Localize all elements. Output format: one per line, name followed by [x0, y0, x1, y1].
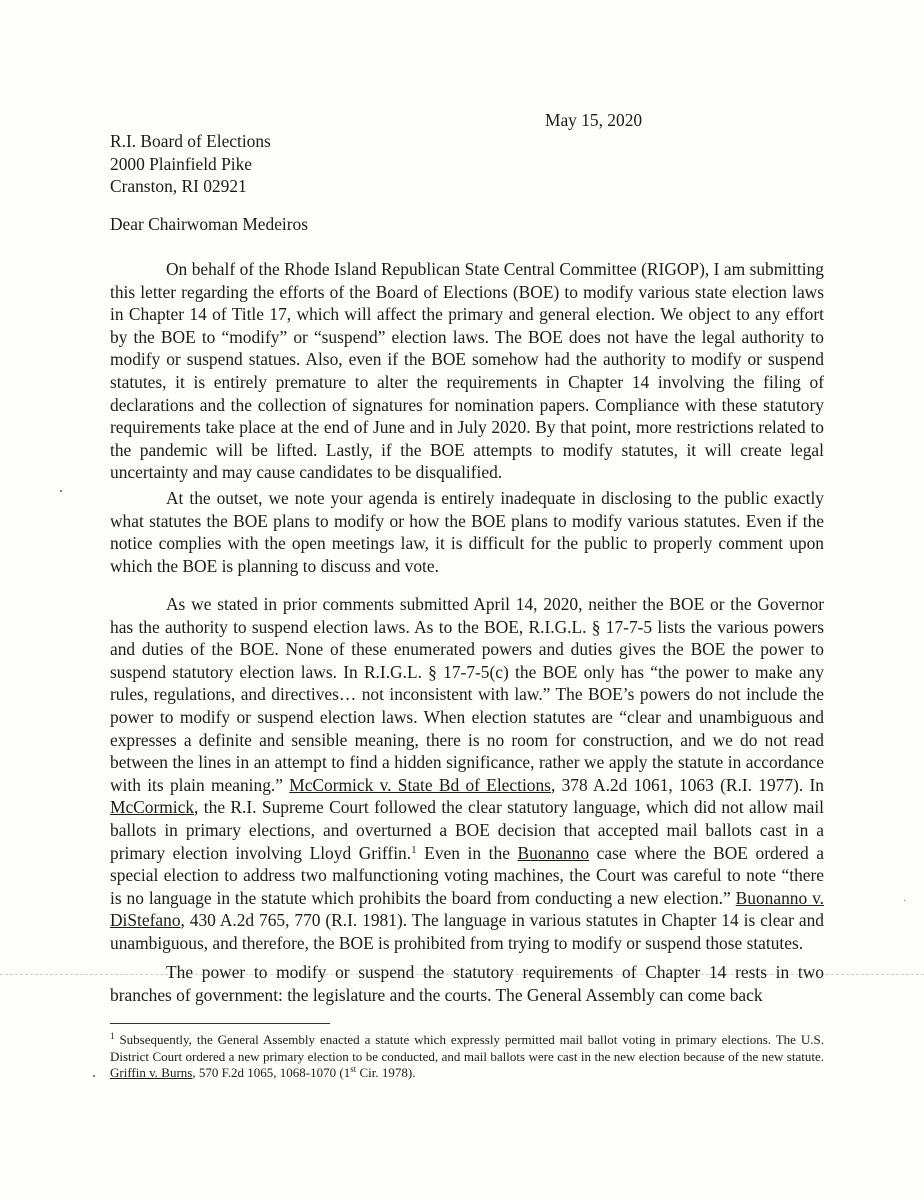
salutation: Dear Chairwoman Medeiros: [110, 214, 308, 234]
paragraph-3: [110, 593, 824, 955]
recipient-street: 2000 Plainfield Pike: [110, 153, 253, 174]
scan-speck: [93, 1075, 95, 1077]
paragraph-2-text: At the outset, we note your agenda is entirely inadequate in disclosing to the public exactly what statutes the BOE plans to modify or how the BOE plans to modify various statutes. Even if the notice complies with the open meetings law, it is difficult for the public to properly comment upon which the BOE is planning to discuss and vote.: [110, 488, 824, 576]
footnote-case-griffin: Griffin v. Burns: [110, 1065, 193, 1081]
footnote-ordinal: st: [350, 1064, 357, 1075]
scan-speck: [904, 900, 905, 901]
case-citation-buonanno: Buonanno v. DiStefano: [110, 887, 824, 931]
paragraph-4: [110, 961, 824, 1006]
paragraph-2: [110, 487, 824, 577]
case-short-buonanno: Buonanno: [517, 842, 590, 863]
paragraph-3-part-3: , the R.I. Supreme Court followed the clear statutory language, which did not allow mail ballots in primary elections, and overturned a BOE decision that accepted mail ballots cast in a primary election involving Lloyd Griffin.: [110, 797, 824, 863]
paragraph-4-text: The power to modify or suspend the statutory requirements of Chapter 14 rests in two branches of government: the legislature and the courts. The General Assembly can come back: [110, 962, 824, 1005]
footnote-text: Subsequently, the General Assembly enacted a statute which expressly permitted mail ballot voting in primary elections. The U.S. District Court ordered a new primary election to be conducted, and mail ballots were cast in the new election because of the new statute.: [110, 1032, 824, 1064]
paragraph-1-text: On behalf of the Rhode Island Republican State Central Committee (RIGOP), I am submitting this letter regarding the efforts of the Board of Elections (BOE) to modify various state election laws in Chapter 14 of Title 17, which will affect the primary and general election. We object to any effort by the BOE to “modify” or “suspend” election laws. The BOE does not have the legal authority to modify or suspend statues. Also, even if the BOE somehow had the authority to modify or suspend statutes, it is entirely premature to alter the requirements in Chapter 14 involving the filing of declarations and the collection of signatures for nomination papers. Compliance with these statutory requirements take place at the end of June and in July 2020. By that point, more restrictions related to the pandemic will be lifted. Lastly, if the BOE attempts to modify statutes, it will create legal uncertainty and may cause candidates to be disqualified.: [110, 259, 824, 483]
recipient-name: R.I. Board of Elections: [110, 131, 271, 151]
footnote-citation-b: Cir. 1978).: [356, 1065, 416, 1081]
recipient-city: Cranston, RI 02921: [110, 176, 247, 197]
case-short-mccormick: McCormick: [110, 797, 195, 818]
paragraph-3-part-6: , 430 A.2d 765, 770 (R.I. 1981). The language in various statutes in Chapter 14 is clear and unambiguous, and therefore, the BOE is prohibited from trying to modify or suspend those statutes.: [110, 910, 824, 953]
footnote-citation-a: , 570 F.2d 1065, 1068-1070 (1: [192, 1065, 351, 1081]
footnote-reference: 1: [411, 843, 417, 856]
paragraph-1: [110, 258, 824, 484]
letter-date: May 15, 2020: [545, 110, 643, 130]
paragraph-3-part-2: , 378 A.2d 1061, 1063 (R.I. 1977). In: [550, 774, 824, 795]
paragraph-3-part-1: As we stated in prior comments submitted April 14, 2020, neither the BOE or the Governor has the authority to suspend election laws. As to the BOE, R.I.G.L. § 17-7-5 lists the various powers and duties of the BOE. None of these enumerated powers and duties gives the BOE the power to suspend statutory election laws. In R.I.G.L. § 17-7-5(c) the BOE only has “the power to make any rules, regulations, and directives… not inconsistent with law.” The BOE’s powers do not include the power to modify or suspend election laws. When election statutes are “clear and unambiguous and expresses a definite and sensible meaning, there is no room for construction, and we do not read between the lines in an attempt to find a hidden significance, rather we apply the statute in accordance with its plain meaning.”: [110, 594, 824, 795]
case-citation-mccormick: McCormick v. State Bd of Elections: [289, 774, 551, 795]
recipient-address: [110, 130, 271, 198]
footnote-divider: [110, 1023, 330, 1024]
footnote-marker: 1: [110, 1031, 115, 1041]
scan-speck: [60, 490, 62, 492]
paragraph-3-text: [110, 593, 824, 955]
footnote-1: [110, 1032, 824, 1082]
paragraph-3-part-4: Even in the: [416, 842, 518, 863]
paragraph-3-part-5: case where the BOE ordered a special election to address two malfunctioning voting machines, the Court was careful to note “there is no language in the statute which prohibits the board from conducting a new election.”: [110, 842, 824, 908]
